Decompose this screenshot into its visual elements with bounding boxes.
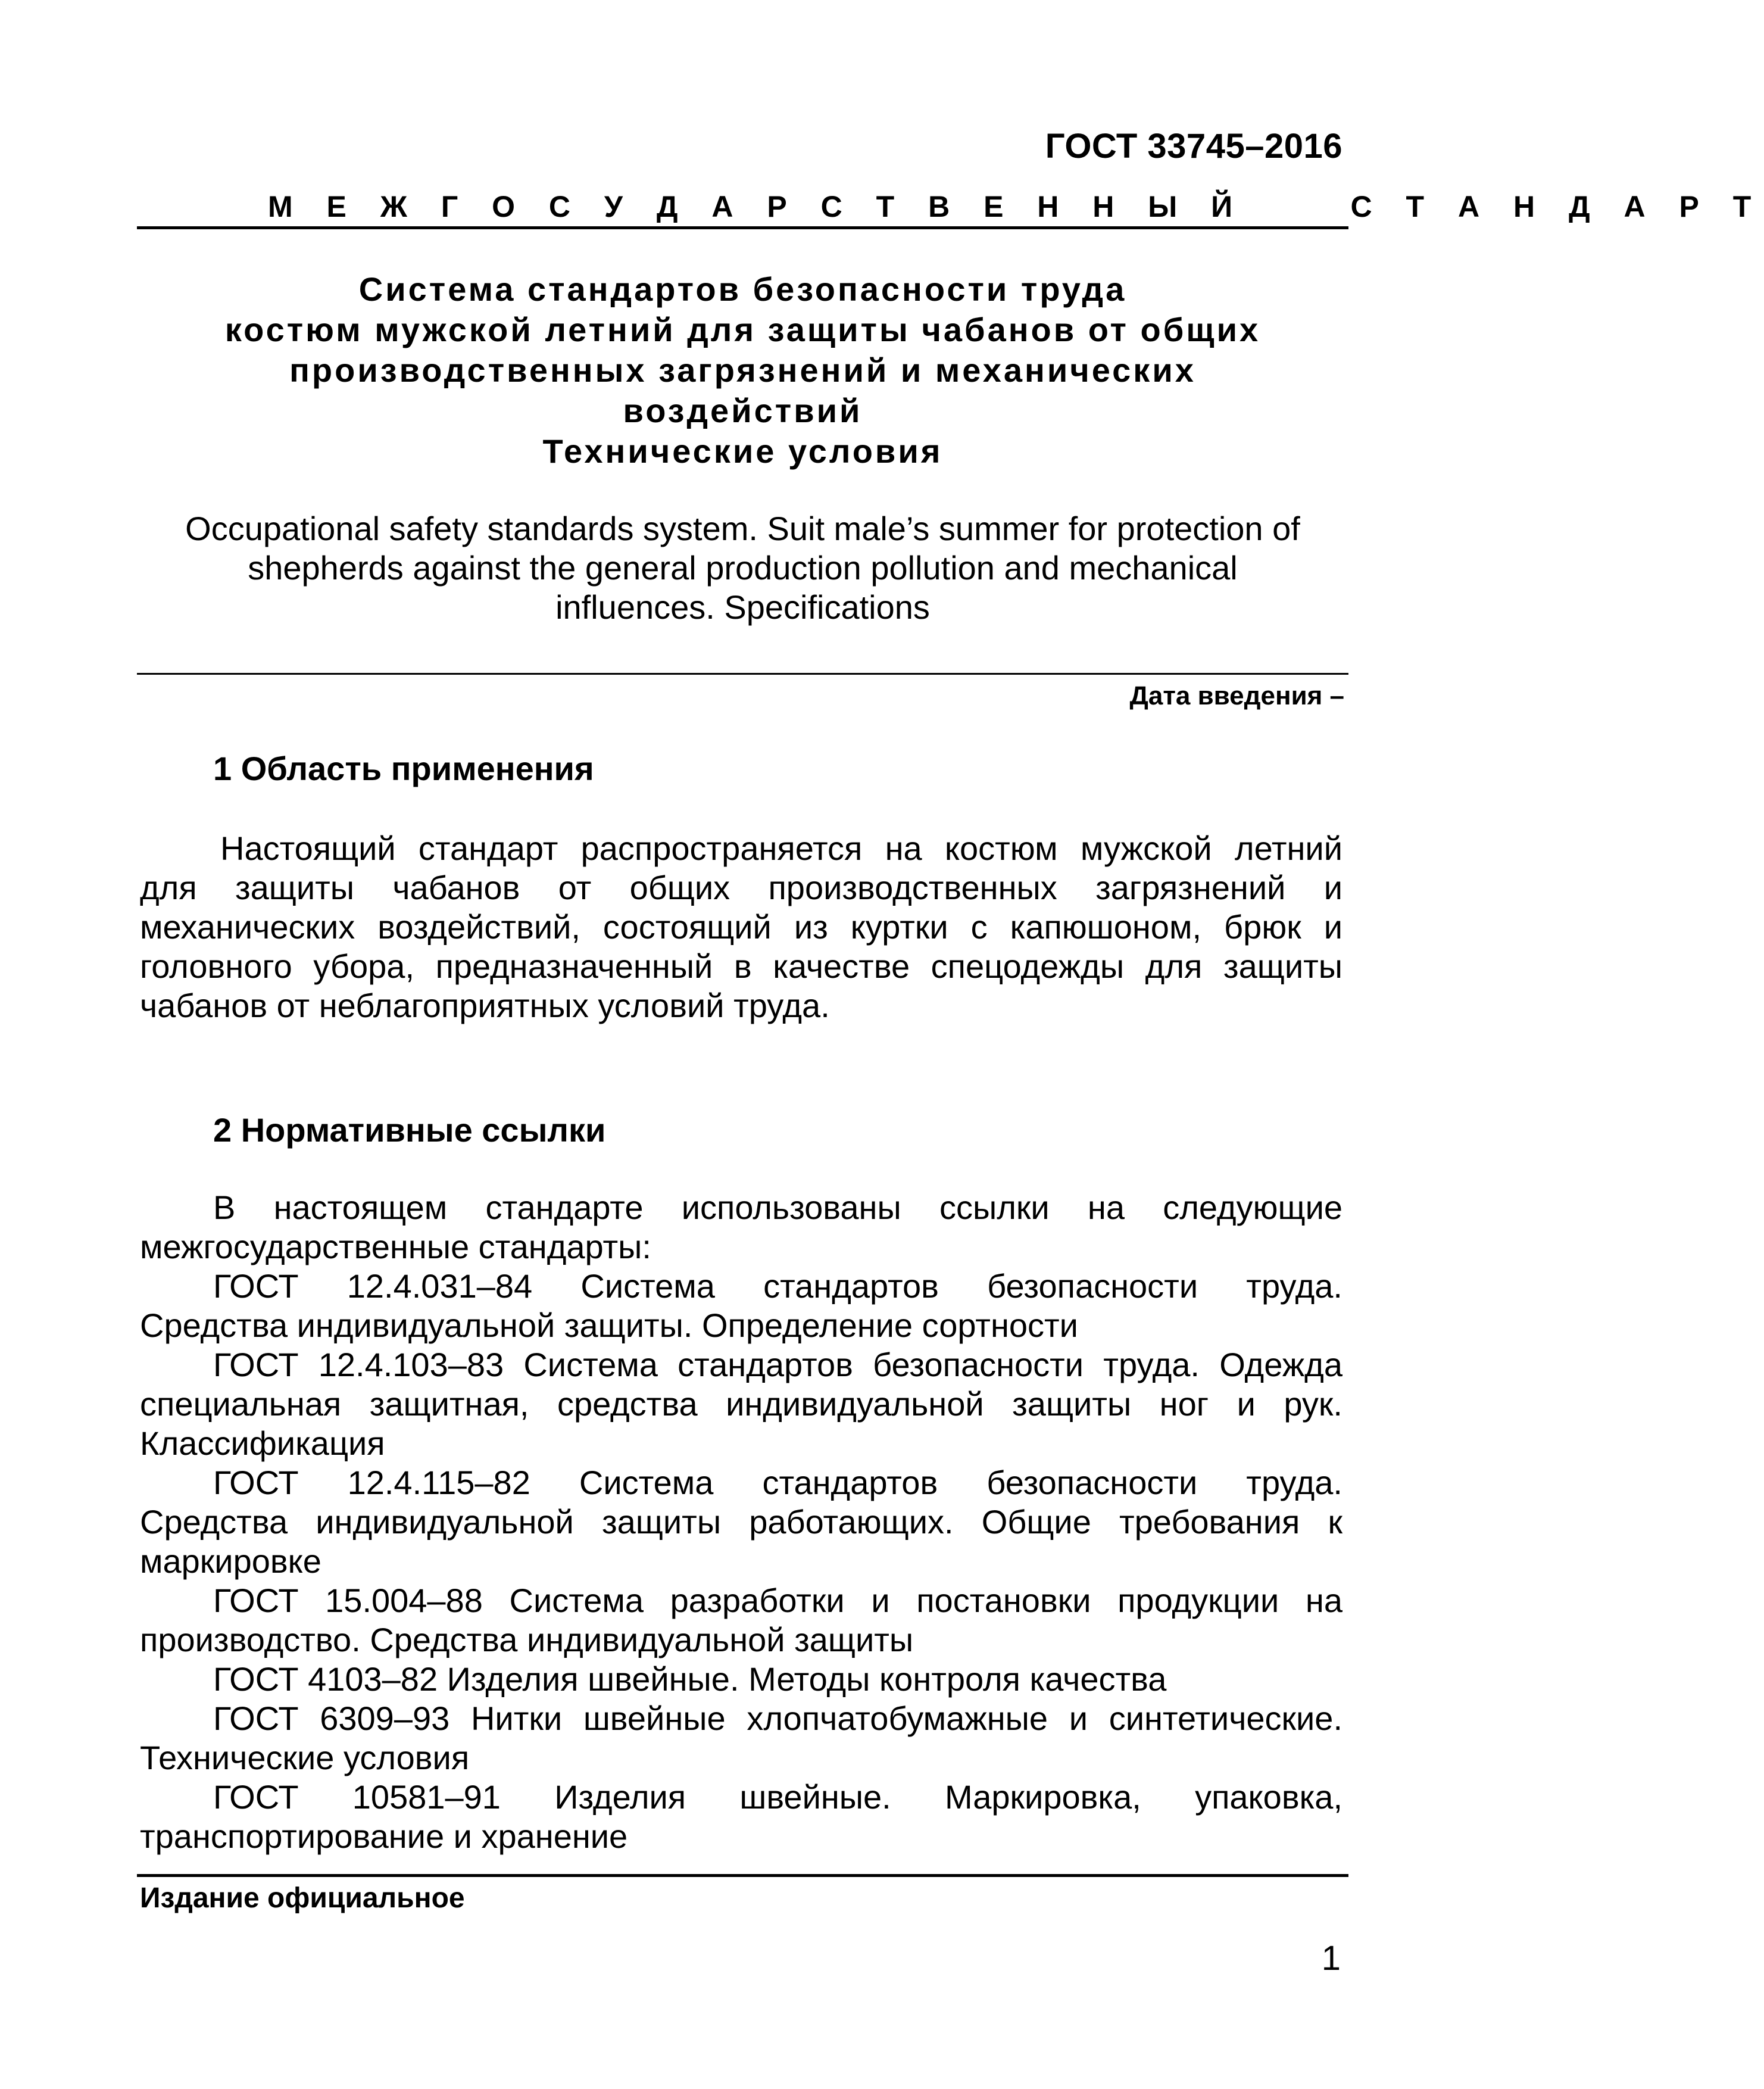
text-line: механических воздействий, состоящий из куртки с капюшоном, брюк и	[140, 908, 1342, 946]
title-en-line: shepherds against the general production pollution and mechanical	[248, 549, 1238, 587]
title-english	[137, 509, 1348, 627]
reference-line: ГОСТ 6309–93 Нитки швейные хлопчатобумажные и синтетические.	[213, 1700, 1342, 1737]
text-line: Классификация	[140, 1424, 385, 1462]
text-line: для защиты чабанов от общих производственных загрязнений и	[140, 869, 1342, 906]
footer-divider	[137, 1874, 1348, 1877]
section-1-heading: 1 Область применения	[213, 750, 594, 787]
text-line: Средства индивидуальной защиты работающих. Общие требования к	[140, 1503, 1342, 1541]
title-divider	[137, 673, 1348, 675]
text-line: межгосударственные стандарты:	[140, 1228, 651, 1265]
text-line: специальная защитная, средства индивидуальной защиты ног и рук.	[140, 1385, 1342, 1423]
title-ru-line: Система стандартов безопасности труда	[358, 270, 1127, 308]
title-en-line: influences. Specifications	[555, 588, 930, 626]
text-line: Технические условия	[140, 1739, 470, 1776]
gost-number: ГОСТ 33745–2016	[1045, 127, 1342, 166]
text-line: Настоящий стандарт распространяется на костюм мужской летний	[220, 830, 1342, 867]
page-number: 1	[1321, 1939, 1341, 1978]
reference-line: ГОСТ 15.004–88 Система разработки и постановки продукции на	[213, 1582, 1342, 1619]
section-1-paragraph	[140, 829, 1342, 1025]
text-line: транспортирование и хранение	[140, 1817, 628, 1855]
text-line: чабанов от неблагоприятных условий труда.	[140, 987, 830, 1024]
interstate-standard-label: М Е Ж Г О С У Д А Р С Т В Е Н Н Ы Й С Т А Н Д А Р Т	[268, 190, 1764, 223]
reference-line: ГОСТ 12.4.115–82 Система стандартов безопасности труда.	[213, 1464, 1342, 1501]
reference-line: ГОСТ 10581–91 Изделия швейные. Маркировка, упаковка,	[213, 1778, 1342, 1816]
title-ru-line: производственных загрязнений и механических	[289, 351, 1196, 389]
reference-line: ГОСТ 12.4.031–84 Система стандартов безопасности труда.	[213, 1267, 1342, 1305]
title-en-line: Occupational safety standards system. Suit male’s summer for protection of	[185, 510, 1300, 547]
title-ru-line: воздействий	[623, 392, 863, 429]
official-edition-label: Издание официальное	[140, 1882, 465, 1914]
text-line: Средства индивидуальной защиты. Определение сортности	[140, 1307, 1078, 1344]
section-2-heading: 2 Нормативные ссылки	[213, 1111, 606, 1149]
section-2-list	[140, 1188, 1342, 1856]
title-ru-line: костюм мужской летний для защиты чабанов от общих	[224, 311, 1261, 348]
text-line: производство. Средства индивидуальной защиты	[140, 1621, 914, 1658]
introduction-date: Дата введения –	[1129, 681, 1344, 710]
text-line: головного убора, предназначенный в качестве спецодежды для защиты	[140, 947, 1342, 985]
header-divider	[137, 226, 1348, 229]
text-line: В настоящем стандарте использованы ссылки на следующие	[213, 1189, 1342, 1226]
reference-line: ГОСТ 4103–82 Изделия швейные. Методы контроля качества	[213, 1660, 1167, 1698]
reference-line: ГОСТ 12.4.103–83 Система стандартов безопасности труда. Одежда	[213, 1346, 1342, 1383]
text-line: маркировке	[140, 1542, 321, 1580]
title-ru-line: Технические условия	[542, 432, 943, 470]
title-russian	[137, 269, 1348, 472]
